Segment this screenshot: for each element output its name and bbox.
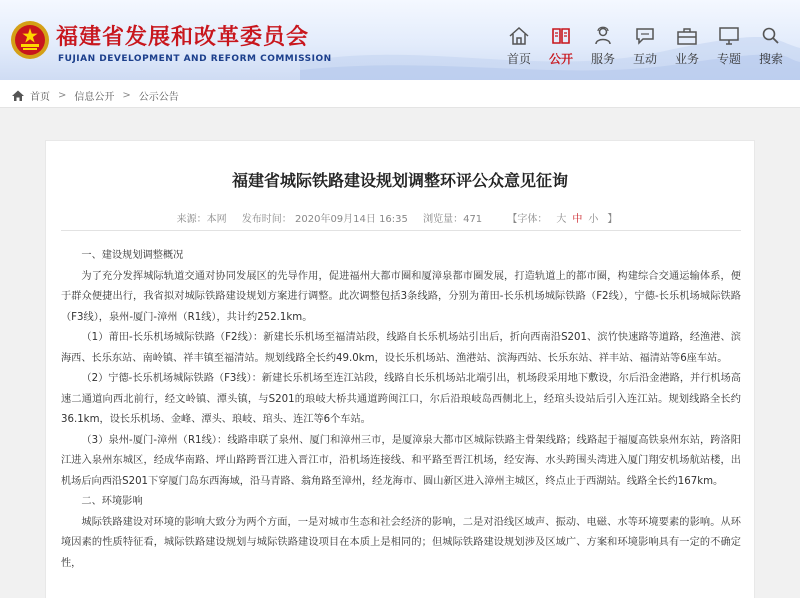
- breadcrumb-item-disclosure[interactable]: 信息公开: [74, 92, 115, 103]
- font-size-medium-button[interactable]: 中: [572, 214, 583, 225]
- article-paragraph: 城际铁路建设对环境的影响大致分为两个方面，一是对城市生态和社会经济的影响，二是对沿线区域声、振动、电磁、水等环境要素的影响。从环境因素的性质特征看，城际铁路建设规划与城际铁路建设项目在本质上是相同的；但城际铁路建设规划涉及区域广、方案和环境影响具有一定的不确定性，: [61, 516, 741, 569]
- article-source: 来源：本网: [176, 214, 227, 225]
- meta-divider: [61, 230, 741, 231]
- article-paragraph: 为了充分发挥城际轨道交通对协同发展区的先导作用，促进福州大都市圈和厦漳泉都市圈发展，打造轨道上的都市圈，构建综合交通运输体系，便于群众便捷出行，我省拟对城际铁路建设规划方案进行调整。此次调整包括3条线路，分别为莆田-长乐机场城际铁路（F2线），宁德-长乐机场城际铁路（F3线），泉州-厦门-漳州（R1线），共计约252.1km。: [61, 270, 741, 323]
- article-paragraph: （1）莆田-长乐机场城际铁路（F2线）：新建长乐机场至福清站段，线路自长乐机场站引出后，折向西南沿S201、滨竹快速路等道路，经渔港、滨海西、长乐东站、南岭镇、祥丰镇至福清站。规划线路全长约49.0km，设长乐机场站、渔港站、滨海西站、长乐东站、祥丰站、福清站等6座车站。: [61, 332, 741, 364]
- breadcrumb-separator: >: [58, 90, 67, 101]
- article-meta: [46, 210, 754, 225]
- font-size-large-button[interactable]: 大: [556, 214, 567, 225]
- home-icon: [12, 90, 24, 101]
- nav-topics[interactable]: [708, 26, 750, 67]
- book-icon: [550, 26, 572, 46]
- nav-disclosure[interactable]: [540, 26, 582, 67]
- section-heading: 一、建设规划调整概况: [81, 250, 184, 261]
- article-paragraph: （2）宁德-长乐机场城际铁路（F3线）：新建长乐机场至连江站段，线路自长乐机场站北端引出，机场段采用地下敷设，尔后沿金港路，并行机场高速二通道向西北前行，经文岭镇、潭头镇，与S201的琅岐大桥共通道跨闽江口，尔后沿琅岐岛西侧北上，经琯头设站后引入连江站。规划线路全长约36.1km，设长乐机场、金峰、潭头、琅岐、琯头、连江等6个车站。: [61, 373, 741, 425]
- home-icon: [508, 26, 530, 46]
- site-subtitle: FUJIAN DEVELOPMENT AND REFORM COMMISSION: [58, 54, 332, 64]
- nav-label: 业务: [674, 52, 699, 66]
- nav-label: 搜索: [758, 52, 783, 66]
- font-size-control: [501, 214, 623, 225]
- font-size-label: 【字体：: [507, 214, 548, 225]
- monitor-icon: [718, 26, 740, 46]
- article-published: 发布时间： 2020年09月14日 16:35: [241, 214, 408, 225]
- site-title[interactable]: 福建省发展和改革委员会: [56, 25, 310, 50]
- breadcrumb-bar: [0, 80, 800, 108]
- chat-icon: [634, 26, 656, 46]
- article-views: 浏览量：471: [423, 214, 483, 225]
- nav-home[interactable]: [498, 26, 540, 67]
- search-icon: [760, 26, 782, 46]
- national-emblem-icon: [10, 20, 50, 60]
- article-paragraph: （3）泉州-厦门-漳州（R1线）：线路串联了泉州、厦门和漳州三市，是厦漳泉大都市区城际铁路主骨架线路；线路起于福厦高铁泉州东站，跨洛阳江进入泉州东城区，经成华南路、坪山路跨晋江进入晋江市，沿机场连接线、和平路至晋江机场，经安海、水头跨围头湾进入厦门翔安机场航站楼，出机场后向西沿S201下穿厦门岛东西海域，沿马青路、翁角路至漳州，经龙海市、圆山新区进入漳州主城区，终点止于西湖站。线路全长约167km。: [61, 434, 741, 487]
- article-body: [61, 246, 741, 574]
- breadcrumb: [12, 88, 179, 103]
- nav-interaction[interactable]: [624, 26, 666, 67]
- section-heading: 二、环境影响: [81, 496, 143, 507]
- nav-label: 服务: [590, 52, 615, 66]
- nav-label: 首页: [506, 52, 531, 66]
- nav-business[interactable]: [666, 26, 708, 67]
- font-size-small-button[interactable]: 小: [588, 214, 599, 225]
- briefcase-icon: [676, 26, 698, 46]
- nav-service[interactable]: [582, 26, 624, 67]
- font-size-label-close: 】: [607, 214, 618, 225]
- article-panel: [45, 140, 755, 598]
- main-nav: [498, 26, 792, 67]
- breadcrumb-separator: >: [122, 90, 131, 101]
- person-service-icon: [592, 26, 614, 46]
- site-header: [0, 0, 800, 80]
- breadcrumb-item-announcements[interactable]: 公示公告: [138, 92, 179, 103]
- nav-label: 互动: [632, 52, 657, 66]
- breadcrumb-item-home[interactable]: 首页: [30, 92, 50, 103]
- article-title: 福建省城际铁路建设规划调整环评公众意见征询: [231, 171, 568, 190]
- nav-label: 公开: [548, 52, 573, 66]
- nav-label: 专题: [716, 52, 741, 66]
- nav-search[interactable]: [750, 26, 792, 67]
